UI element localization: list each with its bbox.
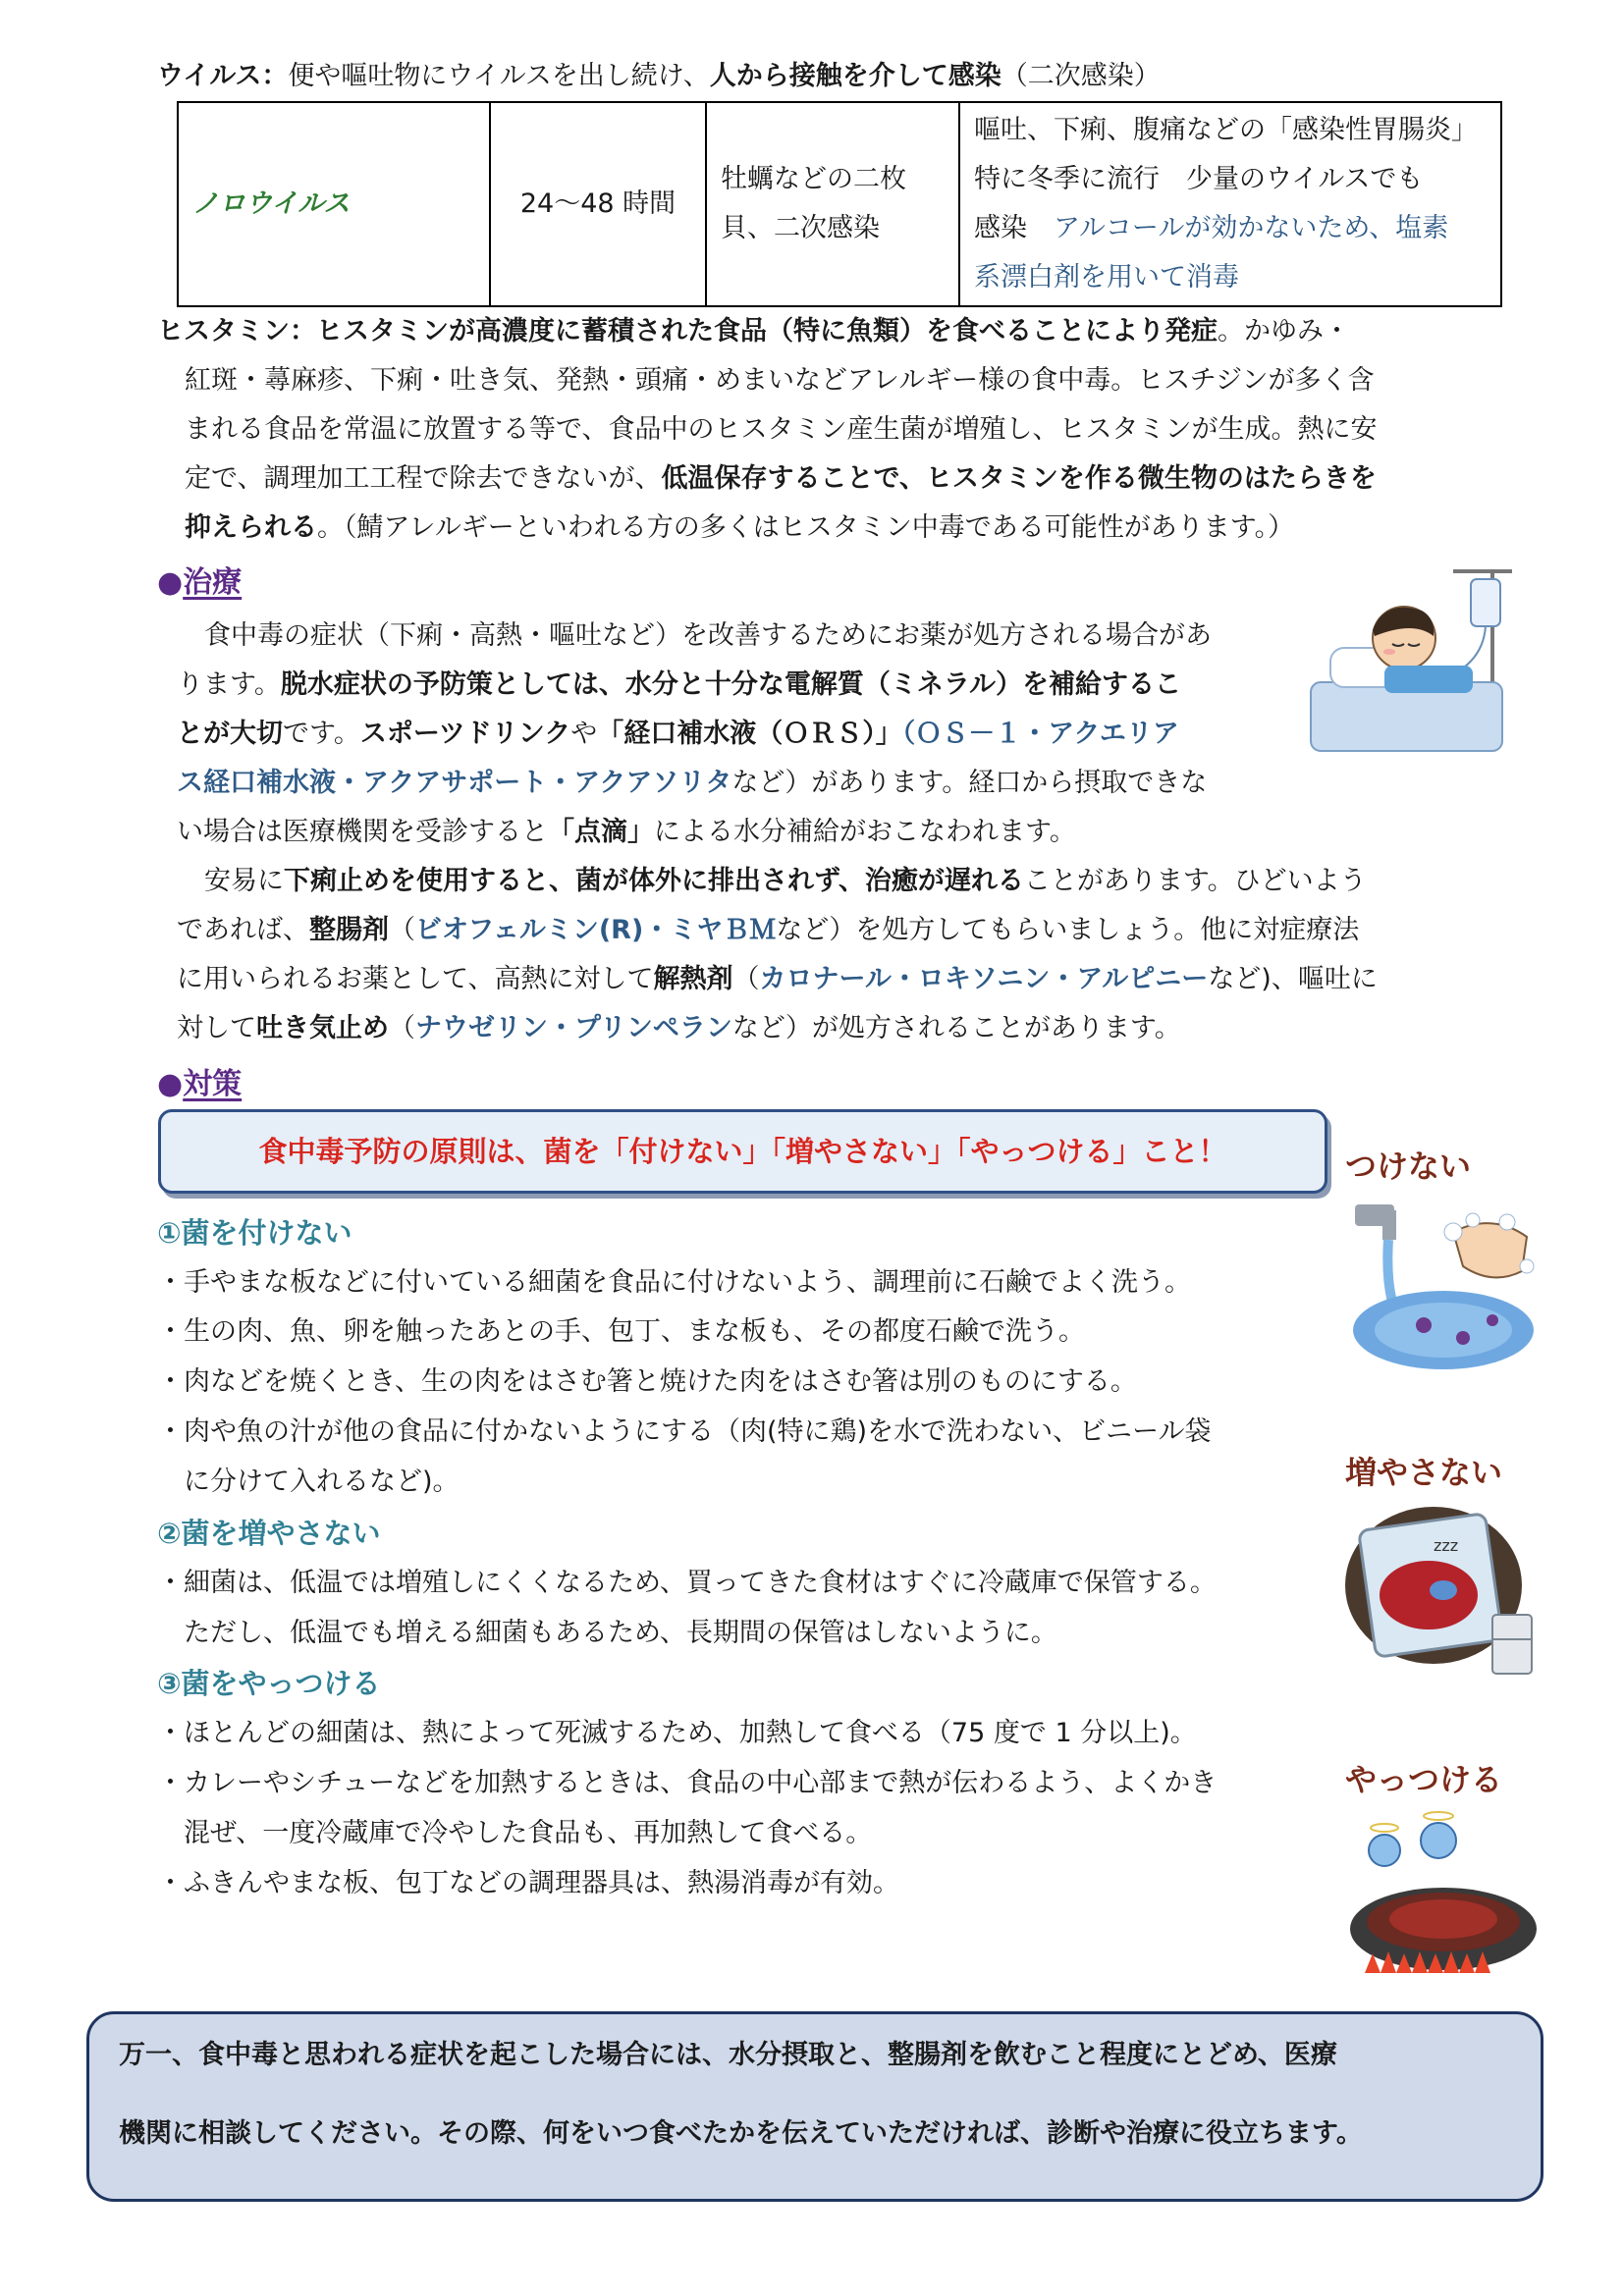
principle-box (158, 1109, 1327, 1194)
notice-line: 万一、食中毒と思われる症状を起こした場合には、水分摂取と、整腸剤を飲むこと程度にとどめ、医療 (119, 2040, 1337, 2070)
list-item: ・肉などを焼くとき、生の肉をはさむ箸と焼けた肉をはさむ箸は別のものにする。 (157, 1366, 1137, 1397)
treatment-bold: とが大切 (177, 719, 283, 749)
list-item: ・ふきんやまな板、包丁などの調理器具は、熱湯消毒が有効。 (157, 1868, 899, 1898)
treatment-text: （ (389, 1013, 415, 1043)
list-item: ただし、低温でも増える細菌もあるため、長期間の保管はしないように。 (157, 1618, 1057, 1648)
cold-storage-icon (1345, 1497, 1542, 1679)
list-item: ・生の肉、魚、卵を触ったあとの手、包丁、まな板も、その都度石鹸で洗う。 (157, 1316, 1085, 1347)
handwash-icon (1345, 1193, 1542, 1374)
subheading-destroy: ③菌をやっつける (157, 1667, 381, 1700)
treatment-line (177, 906, 1359, 955)
hospital-bed-illustration (1306, 560, 1522, 756)
treatment-text: など)、嘔吐に (1208, 964, 1378, 994)
treatment-line (204, 857, 1367, 906)
source-line: 貝、二次感染 (721, 213, 880, 243)
list-item: ・カレーやシチューなどを加熱するときは、食品の中心部まで熱が伝わるよう、よくかき (157, 1768, 1218, 1798)
measures-heading (157, 1060, 242, 1109)
treatment-bold: 下痢止めを使用すると、菌が体外に排出されず、治癒が遅れる (284, 866, 1024, 896)
treatment-heading (157, 559, 242, 608)
symptoms-line: 系漂白剤を用いて消毒 (974, 262, 1239, 293)
label-dont-attach: つけない (1345, 1148, 1472, 1185)
histamine-text: 。かゆみ・ (1218, 316, 1350, 347)
histamine-line: まれる食品を常温に放置する等で、食品中のヒスタミン産生菌が増殖し、ヒスタミンが生成。熱に安 (185, 414, 1378, 445)
histamine-line (185, 504, 1294, 553)
treatment-heading-label: 治療 (183, 565, 243, 600)
histamine-bold: 低温保存することで、ヒスタミンを作る微生物のはたらきを (661, 463, 1377, 494)
treatment-text: （ (389, 915, 415, 945)
treatment-bold: 脱水症状の予防策としては、水分と十分な電解質（ミネラル）を補給するこ (280, 669, 1182, 700)
treatment-text: など）を処方してもらいましょう。他に対症療法 (776, 915, 1360, 945)
histamine-bold: 抑えられる (185, 512, 317, 543)
treatment-bold: 整腸剤 (309, 915, 389, 945)
histamine-line (185, 454, 1377, 504)
treatment-text: による水分補給がおこなわれます。 (654, 817, 1076, 847)
treatment-text: であれば、 (177, 915, 309, 945)
virus-text-paren: （二次感染） (1001, 61, 1161, 91)
histamine-bold: ヒスタミン：ヒスタミンが高濃度に蓄積された食品（特に魚類）を食べることにより発症 (157, 316, 1218, 347)
treatment-text: い場合は医療機関を受診すると (177, 817, 548, 847)
histamine-line: 紅斑・蕁麻疹、下痢・吐き気、発熱・頭痛・めまいなどアレルギー様の食中毒。ヒスチジンが多く含 (185, 365, 1375, 396)
incubation-cell: 24～48 時間 (490, 102, 706, 306)
treatment-bold: 「点滴」 (548, 817, 654, 847)
symptoms-highlight: アルコールが効かないため、塩素 (1054, 213, 1449, 243)
drug-names: ス経口補水液・アクアサポート・アクアソリタ (177, 768, 732, 798)
treatment-line (177, 710, 1179, 759)
treatment-text: （ (732, 964, 760, 994)
bullet-icon: ● (157, 1067, 184, 1101)
treatment-text: ことがあります。ひどいよう (1023, 866, 1367, 896)
notice-line: 機関に相談してください。その際、何をいつ食べたかを伝えていただければ、診断や治療に役立ちます。 (119, 2118, 1363, 2149)
virus-text-bold: 人から接触を介して感染 (709, 61, 1001, 91)
virus-text: 便や嘔吐物にウイルスを出し続け、 (288, 61, 710, 91)
heat-kill-icon (1345, 1806, 1542, 1998)
treatment-text: 対して (177, 1013, 256, 1043)
virus-heading (157, 52, 1161, 101)
pathogen-name: ノロウイルス (192, 188, 351, 219)
refrigerated-meat-illustration (1345, 1497, 1542, 1679)
treatment-bold: 「経口補水液（ＯＲＳ）」 (597, 719, 902, 749)
source-line: 牡蠣などの二枚 (721, 164, 906, 194)
drug-names: カロナール・ロキソニン・アルピニー (759, 964, 1209, 994)
list-item: ・細菌は、低温では増殖しにくくなるため、買ってきた食材はすぐに冷蔵庫で保管する。 (157, 1568, 1217, 1598)
treatment-text: に用いられるお薬として、高熱に対して (177, 964, 654, 994)
list-item: ・手やまな板などに付いている細菌を食品に付けないよう、調理前に石鹸でよく洗う。 (157, 1267, 1191, 1298)
treatment-text: ります。 (177, 669, 281, 700)
list-item: 混ぜ、一度冷蔵庫で冷やした食品も、再加熱して食べる。 (157, 1818, 873, 1848)
treatment-line (177, 955, 1378, 1004)
virus-label: ウイルス： (157, 61, 289, 91)
cooking-meat-illustration (1345, 1806, 1542, 1998)
histamine-text: 定で、調理加工工程で除去できないが、 (185, 463, 662, 494)
handwashing-illustration (1345, 1193, 1542, 1374)
pathogen-name-cell (178, 102, 490, 306)
principle-text: 食中毒予防の原則は、菌を「付けない」「増やさない」「やっつける」こと！ (258, 1135, 1227, 1168)
treatment-line (177, 661, 1181, 710)
histamine-line (157, 307, 1350, 356)
treatment-line (177, 808, 1076, 857)
treatment-text: など）が処方されることがあります。 (731, 1013, 1181, 1043)
symptoms-line: 特に冬季に流行 少量のウイルスでも (974, 164, 1424, 194)
symptoms-line: 嘔吐、下痢、腹痛などの「感染性胃腸炎」 (974, 115, 1478, 145)
treatment-bold: スポーツドリンク (359, 719, 571, 749)
list-item: に分けて入れるなど)。 (157, 1467, 460, 1497)
treatment-text: です。 (283, 719, 360, 749)
treatment-line (177, 759, 1207, 808)
patient-iv-icon (1306, 560, 1522, 756)
treatment-text: や (570, 719, 598, 749)
list-item: ・ほとんどの細菌は、熱によって死滅するため、加熱して食べる（75 度で 1 分以上)。 (157, 1718, 1197, 1748)
drug-names: ビオフェルミン(R)・ミヤＢＭ (415, 915, 777, 945)
consultation-notice (86, 2011, 1543, 2202)
treatment-text: など）があります。経口から摂取できな (731, 768, 1208, 798)
subheading-dont-attach: ①菌を付けない (157, 1216, 352, 1250)
svg-text:zzz: zzz (1434, 1536, 1459, 1555)
subheading-dont-grow: ②菌を増やさない (157, 1517, 381, 1550)
treatment-bold: 解熱剤 (653, 964, 733, 994)
norovirus-table (177, 101, 1502, 307)
label-dont-grow: 増やさない (1345, 1454, 1503, 1491)
treatment-bold: 吐き気止め (256, 1013, 389, 1043)
drug-names: （ＯＳ－１・アクエリア (901, 719, 1179, 749)
drug-names: ナウゼリン・プリンペラン (415, 1013, 732, 1043)
symptoms-cell (959, 102, 1501, 306)
source-cell (706, 102, 959, 306)
treatment-line: 食中毒の症状（下痢・高熱・嘔吐など）を改善するためにお薬が処方される場合があ (204, 620, 1212, 651)
bullet-icon: ● (157, 565, 184, 600)
treatment-text: 安易に (204, 866, 284, 896)
measures-heading-label: 対策 (183, 1067, 243, 1101)
histamine-text: 。（鯖アレルギーといわれる方の多くはヒスタミン中毒である可能性があります。） (317, 512, 1295, 543)
symptoms-text: 感染 (974, 213, 1054, 243)
label-destroy: やっつける (1345, 1761, 1503, 1798)
treatment-line (177, 1004, 1181, 1053)
table-row (178, 102, 1501, 306)
symptoms-line (974, 204, 1487, 253)
list-item: ・肉や魚の汁が他の食品に付かないようにする（肉(特に鶏)を水で洗わない、ビニール袋 (157, 1416, 1212, 1447)
